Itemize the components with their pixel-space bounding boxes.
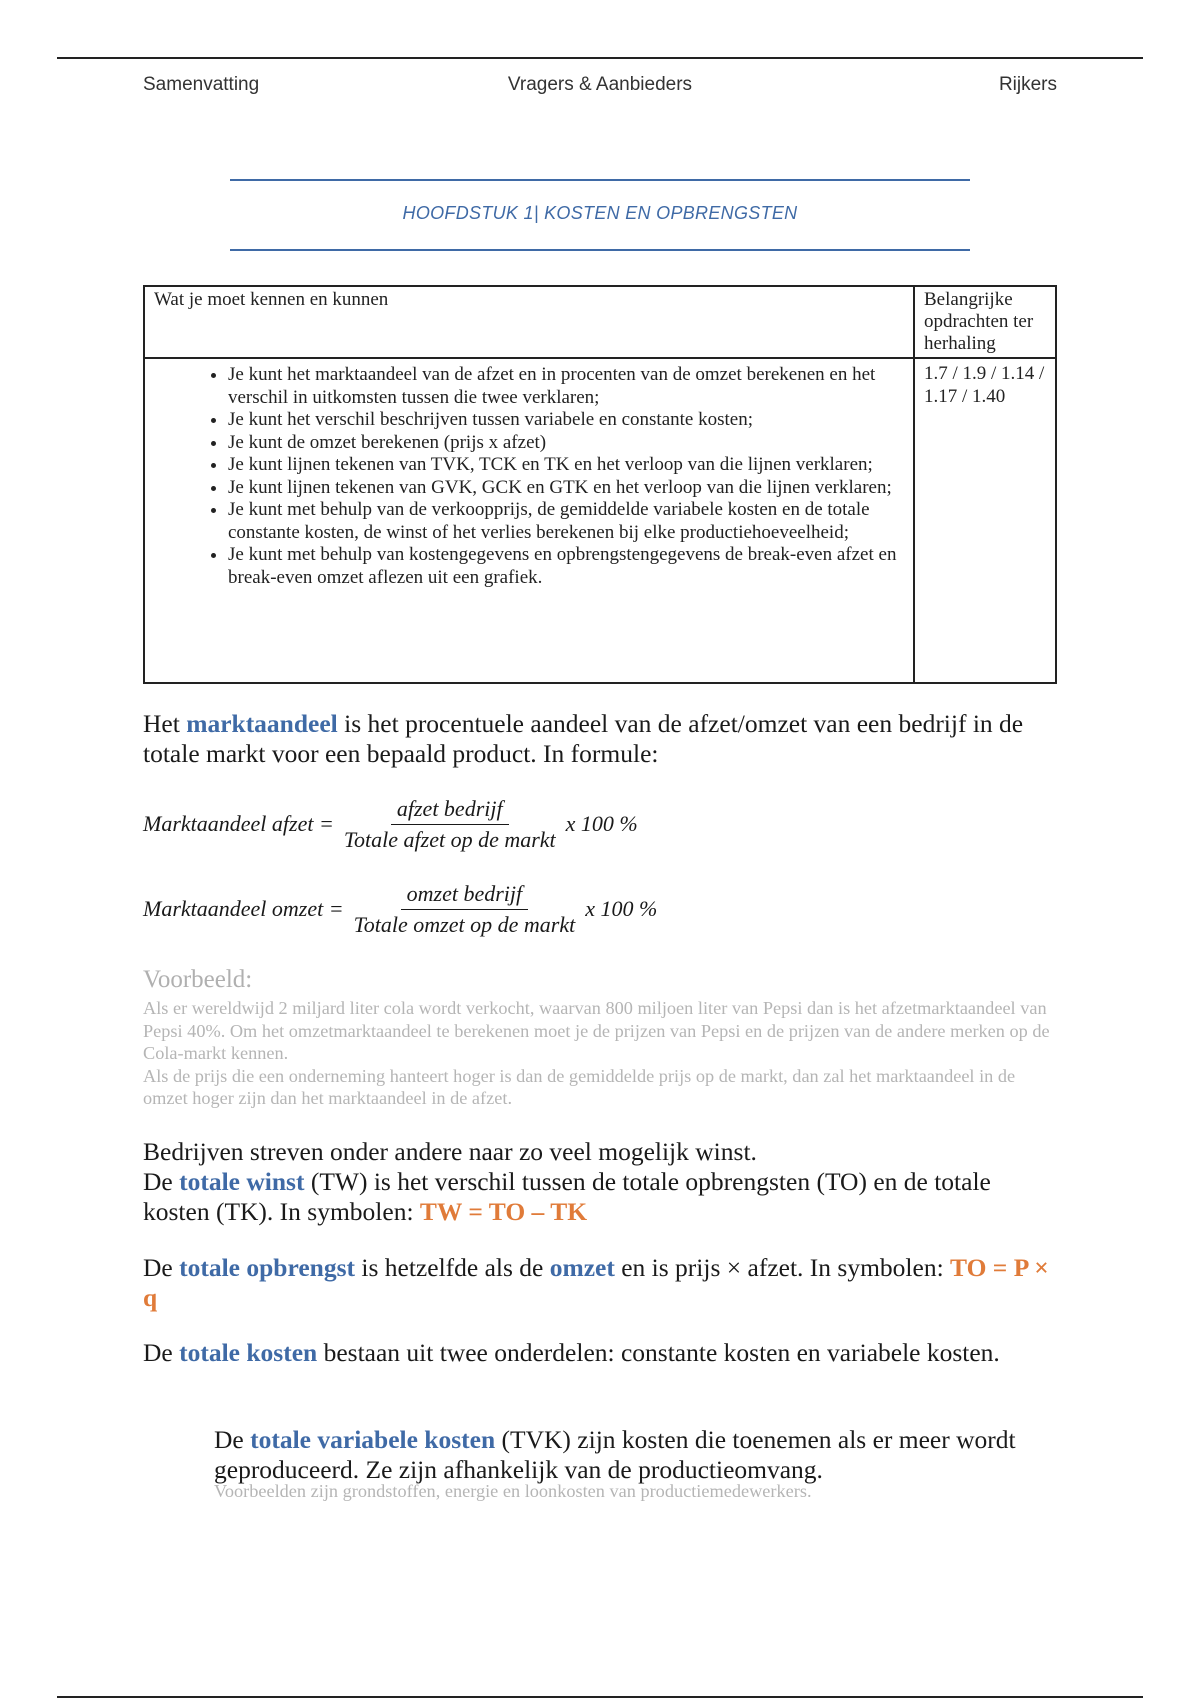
example-line: Als er wereldwijd 2 miljard liter cola wordt verkocht, waarvan 800 miljoen liter van Pepsi dan is het afzetmarktaandeel van Pepsi 40%. Om het omzetmarktaandeel te berekenen moet je de prijzen van Pepsi en de prijzen van de andere merken op de Cola-markt kennen. — [143, 998, 1050, 1063]
list-item: • Je kunt met behulp van kostengegevens en opbrengstengegevens de break-even afzet en break-even omzet aflezen uit een grafiek. — [228, 544, 904, 589]
refs-cell: 1.7 / 1.9 / 1.14 / 1.17 / 1.40 — [914, 358, 1056, 683]
example-line: Als de prijs die een onderneming hanteert hoger is dan de gemiddelde prijs op de markt, dan zal het marktaandeel in de omzet hoger zijn dan het marktaandeel in de afzet. — [143, 1065, 1016, 1108]
term-totale-winst: totale winst — [179, 1167, 305, 1196]
tvk-example: Voorbeelden zijn grondstoffen, energie en loonkosten van productiemedewerkers. — [214, 1481, 812, 1501]
page-header — [143, 74, 1057, 100]
bottom-rule — [57, 1696, 1143, 1698]
winst-intro: Bedrijven streven onder andere naar zo veel mogelijk winst. — [143, 1137, 757, 1166]
chapter-title: HOOFDSTUK 1| KOSTEN EN OPBRENGSTEN — [402, 203, 798, 223]
list-item: • Je kunt met behulp van de verkoopprijs, de gemiddelde variabele kosten en de totale constante kosten, de winst of het verlies berekenen bij elke productiehoeveelheid; — [228, 499, 904, 544]
fraction — [348, 881, 582, 938]
header-left: Samenvatting — [143, 74, 260, 95]
formula-lhs: Marktaandeel afzet = — [143, 811, 334, 836]
term-totale-variabele-kosten: totale variabele kosten — [250, 1425, 496, 1454]
formula-marktaandeel-afzet — [143, 794, 638, 854]
list-item: • Je kunt het verschil beschrijven tussen variabele en constante kosten; — [228, 409, 904, 432]
numerator: afzet bedrijf — [391, 796, 509, 825]
list-item: • Je kunt lijnen tekenen van TVK, TCK en TK en het verloop van die lijnen verklaren; — [228, 454, 904, 477]
formula-lhs: Marktaandeel omzet = — [143, 896, 344, 921]
example-title: Voorbeeld: — [143, 966, 253, 993]
formula-rhs: x 100 % — [565, 811, 638, 836]
marktaandeel-paragraph: Het marktaandeel is het procentuele aandeel van de afzet/omzet van een bedrijf in de totale markt voor een bepaald product. In formule: — [143, 709, 1024, 768]
fraction — [338, 796, 562, 853]
goals-list-cell — [144, 358, 914, 683]
formula-rhs: x 100 % — [585, 896, 658, 921]
tvk-paragraph: De totale variabele kosten (TVK) zijn kosten die toenemen als er meer wordt geproduceerd. Ze zijn afhankelijk van de productieomvang. — [214, 1425, 1016, 1484]
term-omzet: omzet — [549, 1253, 615, 1282]
denominator: Totale afzet op de markt — [343, 826, 556, 852]
formula-marktaandeel-omzet — [143, 879, 657, 939]
goals-header: Wat je moet kennen en kunnen — [144, 286, 914, 358]
list-item: • Je kunt het marktaandeel van de afzet en in procenten van de omzet berekenen en het verschil in uitkomsten tussen die twee verklaren; — [228, 364, 904, 409]
header-right: Rijkers — [998, 74, 1057, 95]
list-item: • Je kunt lijnen tekenen van GVK, GCK en GTK en het verloop van die lijnen verklaren; — [228, 477, 904, 500]
numerator: omzet bedrijf — [401, 881, 529, 910]
refs-header: Belangrijke opdrachten ter herhaling — [914, 286, 1056, 358]
winst-paragraph: Bedrijven streven onder andere naar zo veel mogelijk winst. De totale winst (TW) is het verschil tussen de totale opbrengsten (TO) en de totale kosten (TK). In symbolen: TW = TO – TK — [143, 1137, 1063, 1227]
list-item: • Je kunt de omzet berekenen (prijs x afzet) — [228, 432, 904, 455]
learning-goals-table — [143, 285, 1057, 684]
chapter-rule-bottom — [230, 249, 970, 251]
top-rule — [57, 57, 1143, 59]
term-totale-kosten: totale kosten — [179, 1338, 318, 1367]
formula-tw: TW = TO – TK — [419, 1197, 588, 1226]
header-center: Vragers & Aanbieders — [507, 74, 693, 95]
term-marktaandeel: marktaandeel — [186, 709, 338, 738]
term-totale-opbrengst: totale opbrengst — [179, 1253, 356, 1282]
formula-to: TO = P × q — [143, 1253, 1049, 1312]
opbrengst-paragraph: De totale opbrengst is hetzelfde als de omzet en is prijs × afzet. In symbolen: TO = P × q — [143, 1253, 1049, 1312]
goals-list — [154, 364, 904, 589]
kosten-paragraph: De totale kosten bestaan uit twee onderdelen: constante kosten en variabele kosten. — [143, 1338, 1000, 1367]
denominator: Totale omzet op de markt — [353, 911, 576, 937]
example-text — [143, 997, 1063, 1110]
chapter-rule-top — [230, 179, 970, 181]
